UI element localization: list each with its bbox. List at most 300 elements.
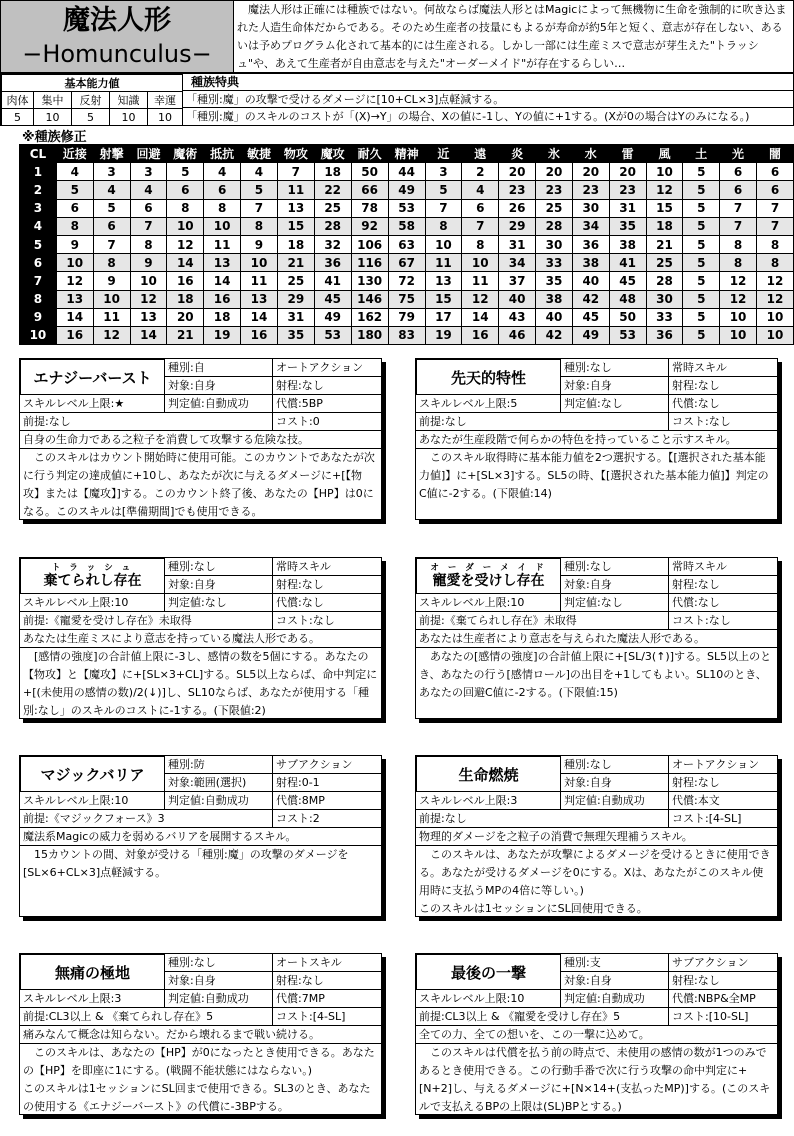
correction-cell: 25: [314, 199, 351, 217]
correction-cell: 7: [462, 217, 499, 235]
skill-timing: サブアクション: [273, 756, 381, 774]
correction-cell: 53: [388, 199, 425, 217]
skill-max-level: スキルレベル上限:3: [20, 990, 165, 1008]
skill-range: 射程:なし: [669, 972, 777, 990]
correction-cell: 4: [130, 181, 167, 199]
card-body: [415, 557, 778, 719]
skill-judge: 判定値:自動成功: [165, 792, 273, 810]
skill-flavor: 全ての力、全ての想いを、この一撃に込めて。: [416, 1026, 777, 1044]
correction-table: [19, 144, 794, 345]
correction-cell: 20: [167, 308, 204, 326]
correction-cell: 5: [683, 272, 720, 290]
correction-cell: 6: [204, 181, 241, 199]
skill-timing: 常時スキル: [273, 558, 381, 576]
correction-header: 水: [572, 145, 609, 163]
correction-cell: 21: [277, 254, 314, 272]
skill-name: 棄てられし存在: [43, 573, 142, 589]
skill-target: 対象:範囲(選択): [165, 774, 273, 792]
correction-cell: 10: [130, 272, 167, 290]
correction-cell: 19: [425, 326, 462, 344]
skill-prereq: 前提:なし: [416, 413, 669, 431]
skill-judge: 判定値:なし: [165, 594, 273, 612]
correction-cell: 180: [351, 326, 388, 344]
correction-cell: 38: [536, 290, 573, 308]
correction-cell: 4: [462, 181, 499, 199]
correction-cell: 5: [683, 217, 720, 235]
correction-cell: 41: [314, 272, 351, 290]
correction-cell: 37: [499, 272, 536, 290]
correction-cell: 40: [572, 272, 609, 290]
correction-row: [20, 290, 794, 308]
skill-effect: このスキルは、あなたが攻撃によるダメージを受けるときに使用できる。あなたが受けるダメージを0にする。Xは、あなたがこのスキル使用時に支払うMPの4倍に等しい。) このスキルは1セッションにSL回使用できる。: [419, 848, 771, 915]
skill-flavor: 痛みなんて概念は知らない。だから壊れるまで戦い続ける。: [20, 1026, 381, 1044]
correction-cell: 11: [93, 308, 130, 326]
correction-cell: 8: [462, 235, 499, 253]
skill-flavor: あなたが生産段階で何らかの特色を持っていること示すスキル。: [416, 431, 777, 449]
skill-cost: コスト:なし: [669, 413, 777, 431]
correction-cell: 23: [536, 181, 573, 199]
correction-row: [20, 254, 794, 272]
correction-cell: 8: [720, 254, 757, 272]
correction-cell: 10: [756, 326, 793, 344]
skill-price: 代償:本文: [669, 792, 777, 810]
correction-cell: 6: [56, 199, 93, 217]
skill-price: 代償:8MP: [273, 792, 381, 810]
skill-cost: コスト:なし: [669, 612, 777, 630]
correction-cell: 6: [167, 181, 204, 199]
correction-row: [20, 308, 794, 326]
correction-cell: 9: [241, 235, 278, 253]
skill-type: 種別:防: [165, 756, 273, 774]
correction-cell: 19: [204, 326, 241, 344]
correction-cell: 14: [130, 326, 167, 344]
ability-label: 幸運: [148, 92, 183, 109]
skill-card: [19, 755, 382, 917]
ability-value: 10: [34, 109, 72, 126]
correction-cell: 8: [756, 254, 793, 272]
skill-prereq: 前提:《マジックフォース》3: [20, 810, 273, 828]
skill-timing: サブアクション: [669, 954, 777, 972]
correction-cell: 18: [646, 217, 683, 235]
correction-cell: 11: [462, 272, 499, 290]
cl-cell: 1: [20, 163, 57, 181]
correction-cell: 8: [756, 235, 793, 253]
racial-features: [182, 74, 794, 125]
skill-card: [415, 358, 778, 520]
correction-cell: 10: [720, 326, 757, 344]
correction-cell: 92: [351, 217, 388, 235]
skill-card: [19, 358, 382, 520]
ability-table: [1, 74, 183, 126]
skill-prereq: 前提:《棄てられし存在》未取得: [416, 612, 669, 630]
correction-cell: 4: [93, 181, 130, 199]
correction-cell: 14: [204, 272, 241, 290]
correction-header: 魔術: [167, 145, 204, 163]
skill-flavor: 魔法系Magicの威力を弱めるバリアを展開するスキル。: [20, 828, 381, 846]
skill-max-level: スキルレベル上限:10: [416, 594, 561, 612]
skill-flavor: 自身の生命力である之粒子を消費して攻撃する危険な技。: [20, 431, 381, 449]
correction-cell: 6: [462, 199, 499, 217]
cl-cell: 3: [20, 199, 57, 217]
skill-judge: 判定値:自動成功: [165, 990, 273, 1008]
correction-cell: 6: [756, 163, 793, 181]
skill-price: 代償:なし: [669, 594, 777, 612]
skill-prereq: 前提:《寵愛を受けし存在》未取得: [20, 612, 273, 630]
correction-cell: 13: [56, 290, 93, 308]
correction-cell: 66: [351, 181, 388, 199]
correction-cell: 14: [241, 308, 278, 326]
correction-header: 抵抗: [204, 145, 241, 163]
correction-cell: 53: [314, 326, 351, 344]
correction-cell: 31: [609, 199, 646, 217]
correction-cell: 53: [609, 326, 646, 344]
ability-section: [0, 73, 794, 126]
correction-cell: 17: [425, 308, 462, 326]
correction-cell: 5: [56, 181, 93, 199]
correction-cell: 11: [241, 272, 278, 290]
cl-cell: 8: [20, 290, 57, 308]
correction-cell: 28: [536, 217, 573, 235]
correction-cell: 16: [241, 326, 278, 344]
correction-header: 近: [425, 145, 462, 163]
cl-cell: 2: [20, 181, 57, 199]
skill-cost: コスト:[10-SL]: [669, 1008, 777, 1026]
correction-cell: 20: [609, 163, 646, 181]
correction-cell: 3: [130, 163, 167, 181]
correction-cell: 10: [93, 290, 130, 308]
correction-cell: 146: [351, 290, 388, 308]
skill-price: 代償:7MP: [273, 990, 381, 1008]
correction-cell: 22: [314, 181, 351, 199]
skill-max-level: スキルレベル上限:★: [20, 395, 165, 413]
skill-card: [415, 755, 778, 917]
correction-cell: 5: [683, 326, 720, 344]
correction-cell: 25: [536, 199, 573, 217]
skill-flavor: あなたは生産ミスにより意志を持っている魔法人形である。: [20, 630, 381, 648]
correction-cell: 7: [93, 235, 130, 253]
correction-cell: 40: [536, 308, 573, 326]
correction-cell: 5: [683, 290, 720, 308]
correction-header: 闇: [756, 145, 793, 163]
racial-item: 「種別:魔」のスキルのコストが「(X)→Y」の場合、Xの値に-1し、Yの値に+1する。(Xが0の場合はYのみになる。): [182, 108, 794, 125]
correction-cell: 10: [56, 254, 93, 272]
correction-cell: 12: [646, 181, 683, 199]
correction-header: 射撃: [93, 145, 130, 163]
correction-cell: 18: [314, 163, 351, 181]
skill-judge: 判定値:なし: [561, 594, 669, 612]
cl-cell: 10: [20, 326, 57, 344]
correction-cell: 23: [572, 181, 609, 199]
skill-effect: このスキルは代償を払う前の時点で、未使用の感情の数が1つのみであるとき使用できる。この行動手番で次に行う攻撃の命中判定に+[N+2]し、与えるダメージに+[N×14+(支払ったMP)]する。(このスキルで支払えるBPの上限は(SL)BPとする。): [419, 1046, 771, 1113]
correction-cell: 7: [756, 199, 793, 217]
correction-cell: 10: [720, 308, 757, 326]
skill-timing: 常時スキル: [669, 558, 777, 576]
correction-cell: 46: [499, 326, 536, 344]
skill-price: 代償:なし: [669, 395, 777, 413]
skill-timing: オートスキル: [273, 954, 381, 972]
skill-prereq: 前提:なし: [20, 413, 273, 431]
skill-type: 種別:なし: [561, 756, 669, 774]
skill-prereq: 前提:CL3以上 & 《棄てられし存在》5: [20, 1008, 273, 1026]
skill-card: [19, 953, 382, 1115]
skill-cost: コスト:[4-SL]: [273, 1008, 381, 1026]
ability-value: 10: [110, 109, 148, 126]
skill-judge: 判定値:自動成功: [165, 395, 273, 413]
correction-cell: 106: [351, 235, 388, 253]
correction-cell: 63: [388, 235, 425, 253]
skill-target: 対象:自身: [165, 972, 273, 990]
correction-cell: 5: [683, 254, 720, 272]
skill-type: 種別:自: [165, 359, 273, 377]
correction-row: [20, 272, 794, 290]
correction-cell: 23: [499, 181, 536, 199]
correction-cell: 5: [683, 235, 720, 253]
correction-header: 回避: [130, 145, 167, 163]
skill-prereq: 前提:CL3以上 & 《寵愛を受けし存在》5: [416, 1008, 669, 1026]
correction-cell: 35: [536, 272, 573, 290]
correction-cell: 23: [609, 181, 646, 199]
skill-name: 生命燃焼: [458, 765, 519, 784]
correction-cell: 18: [167, 290, 204, 308]
correction-cell: 7: [241, 199, 278, 217]
skill-prereq: 前提:なし: [416, 810, 669, 828]
cl-cell: 9: [20, 308, 57, 326]
skill-card: [415, 557, 778, 719]
correction-cell: 12: [93, 326, 130, 344]
skill-range: 射程:なし: [669, 377, 777, 395]
skill-price: 代償:5BP: [273, 395, 381, 413]
correction-cell: 14: [462, 308, 499, 326]
skill-range: 射程:なし: [273, 576, 381, 594]
correction-cell: 5: [241, 181, 278, 199]
skill-range: 射程:なし: [669, 576, 777, 594]
skill-target: 対象:自身: [561, 774, 669, 792]
correction-cell: 31: [277, 308, 314, 326]
skill-judge: 判定値:自動成功: [561, 792, 669, 810]
correction-cell: 26: [499, 199, 536, 217]
correction-cell: 10: [425, 235, 462, 253]
correction-cell: 50: [351, 163, 388, 181]
race-title: 魔法人形: [63, 5, 171, 36]
ability-label: 集中: [34, 92, 72, 109]
cl-cell: 5: [20, 235, 57, 253]
skill-target: 対象:自身: [561, 972, 669, 990]
correction-cell: 5: [683, 181, 720, 199]
correction-cell: 130: [351, 272, 388, 290]
correction-cell: 14: [167, 254, 204, 272]
correction-header: CL: [20, 145, 57, 163]
correction-cell: 8: [93, 254, 130, 272]
correction-cell: 5: [683, 163, 720, 181]
correction-cell: 35: [277, 326, 314, 344]
skill-ruby: ト ラ ッ シ ュ: [51, 563, 134, 573]
correction-cell: 13: [241, 290, 278, 308]
correction-cell: 5: [167, 163, 204, 181]
correction-cell: 40: [499, 290, 536, 308]
correction-cell: 31: [499, 235, 536, 253]
skill-timing: オートアクション: [669, 756, 777, 774]
correction-cell: 28: [646, 272, 683, 290]
correction-cell: 12: [756, 290, 793, 308]
correction-cell: 45: [609, 272, 646, 290]
correction-cell: 7: [130, 217, 167, 235]
skill-name: 無痛の極地: [54, 963, 130, 982]
correction-cell: 29: [277, 290, 314, 308]
correction-cell: 48: [609, 290, 646, 308]
correction-header: 土: [683, 145, 720, 163]
correction-cell: 10: [646, 163, 683, 181]
correction-cell: 10: [241, 254, 278, 272]
correction-cell: 36: [572, 235, 609, 253]
skill-max-level: スキルレベル上限:10: [416, 990, 561, 1008]
skill-name-box: [416, 756, 561, 792]
correction-cell: 50: [609, 308, 646, 326]
correction-cell: 16: [462, 326, 499, 344]
ability-label: 反射: [72, 92, 110, 109]
correction-cell: 36: [314, 254, 351, 272]
skill-judge: 判定値:自動成功: [561, 990, 669, 1008]
skill-max-level: スキルレベル上限:10: [20, 792, 165, 810]
correction-cell: 8: [130, 235, 167, 253]
correction-cell: 2: [462, 163, 499, 181]
correction-cell: 3: [425, 163, 462, 181]
card-body: [19, 953, 382, 1115]
skill-timing: 常時スキル: [669, 359, 777, 377]
skill-name-box: [416, 954, 561, 990]
skill-target: 対象:自身: [561, 377, 669, 395]
racial-item: 「種別:魔」の攻撃で受けるダメージに[10+CL×3]点軽減する。: [182, 91, 794, 108]
ability-value: 5: [72, 109, 110, 126]
correction-cell: 4: [56, 163, 93, 181]
ability-value: 10: [148, 109, 183, 126]
skill-range: 射程:なし: [273, 972, 381, 990]
card-body: [415, 358, 778, 520]
race-subtitle: −Homunculus−: [22, 40, 212, 68]
correction-cell: 9: [130, 254, 167, 272]
skill-ruby: オ ー ダ ー メ イ ド: [430, 563, 547, 573]
correction-cell: 30: [536, 235, 573, 253]
racial-header: 種族特典: [182, 74, 794, 91]
correction-cell: 21: [167, 326, 204, 344]
correction-cell: 116: [351, 254, 388, 272]
skill-effect: あなたの[感情の強度]の合計値上限に+[SL/3(↑)]する。SL5以上のとき、あなたの行う[感情ロール]の出目を+1してもよい。SL10のとき、あなたの回避C値に-2する。(下限値:15): [419, 650, 772, 699]
correction-cell: 13: [277, 199, 314, 217]
cl-cell: 4: [20, 217, 57, 235]
skill-name: 先天的特性: [450, 368, 526, 387]
skill-name-box: [20, 558, 165, 594]
skill-price: 代償:なし: [273, 594, 381, 612]
correction-cell: 10: [204, 217, 241, 235]
correction-cell: 9: [56, 235, 93, 253]
correction-cell: 7: [720, 199, 757, 217]
skill-effect: [感情の強度]の合計値上限に-3し、感情の数を5個にする。あなたの【物攻】と【魔攻】に+[SL×3+CL]する。SL5以上ならば、命中判定に+[(未使用の感情の数)/2(↓)]し、SL10ならば、あなたが使用する「種別:なし」のスキルのコストに-1する。(下限値:2): [23, 650, 378, 717]
correction-cell: 33: [646, 308, 683, 326]
correction-cell: 20: [499, 163, 536, 181]
correction-header: 光: [720, 145, 757, 163]
skill-name-box: [416, 359, 561, 395]
correction-cell: 7: [277, 163, 314, 181]
correction-header: 氷: [536, 145, 573, 163]
skill-cost: コスト:[4-SL]: [669, 810, 777, 828]
correction-cell: 8: [720, 235, 757, 253]
correction-cell: 10: [167, 217, 204, 235]
card-body: [415, 953, 778, 1115]
skill-target: 対象:自身: [165, 377, 273, 395]
correction-cell: 12: [167, 235, 204, 253]
correction-cell: 41: [609, 254, 646, 272]
skill-name: 寵愛を受けし存在: [432, 573, 545, 589]
skill-target: 対象:自身: [561, 576, 669, 594]
skill-name: マジックバリア: [40, 765, 145, 784]
skill-name-box: [416, 558, 561, 594]
skill-type: 種別:なし: [561, 359, 669, 377]
ability-label: 肉体: [2, 92, 34, 109]
correction-cell: 35: [609, 217, 646, 235]
skill-price: 代償:NBP&全MP: [669, 990, 777, 1008]
correction-cell: 6: [720, 163, 757, 181]
skill-range: 射程:0-1: [273, 774, 381, 792]
correction-row: [20, 199, 794, 217]
skill-max-level: スキルレベル上限:5: [416, 395, 561, 413]
correction-cell: 18: [204, 308, 241, 326]
skill-name-box: [20, 954, 165, 990]
correction-cell: 83: [388, 326, 425, 344]
correction-cell: 4: [204, 163, 241, 181]
correction-cell: 13: [204, 254, 241, 272]
skill-effect: このスキル取得時に基本能力値を2つ選択する。【[選択された基本能力値]】に+[SL×3]する。SL5の時、【[選択された基本能力値]】判定のC値に-2する。(下限値:14): [419, 451, 769, 500]
correction-cell: 42: [536, 326, 573, 344]
correction-cell: 3: [93, 163, 130, 181]
skill-max-level: スキルレベル上限:3: [416, 792, 561, 810]
skill-name: 最後の一撃: [450, 963, 526, 982]
correction-cell: 67: [388, 254, 425, 272]
header: [0, 0, 794, 73]
skill-type: 種別:なし: [561, 558, 669, 576]
skill-effect: 15カウントの間、対象が受ける「種別:魔」の攻撃のダメージを[SL×6+CL×3]点軽減する。: [23, 848, 349, 879]
skill-card: [19, 557, 382, 719]
correction-cell: 38: [609, 235, 646, 253]
skill-name: エナジーバースト: [33, 368, 152, 387]
correction-header: 精神: [388, 145, 425, 163]
correction-cell: 58: [388, 217, 425, 235]
correction-cell: 20: [536, 163, 573, 181]
card-body: [19, 358, 382, 520]
correction-cell: 21: [646, 235, 683, 253]
race-description: 魔法人形は正確には種族ではない。何故ならば魔法人形とはMagicによって無機物に生命を強制的に吹き込まれた人造生命体だからである。そのため生産者の技量にもよるが寿命が約5年と短く、意志が存在しない、あるいは予めプログラム化されて基本的には生産される。しかし一部には生産ミスで意志が芽生えた"トラッシュ"や、あえて生産者が自由意志を与えた"オーダーメイド"が存在するらしい…: [234, 0, 794, 73]
correction-header: 炎: [499, 145, 536, 163]
skill-cost: コスト:2: [273, 810, 381, 828]
correction-cell: 6: [93, 217, 130, 235]
ability-label: 知識: [110, 92, 148, 109]
correction-cell: 11: [425, 254, 462, 272]
skill-card: [415, 953, 778, 1115]
correction-cell: 8: [425, 217, 462, 235]
correction-cell: 49: [314, 308, 351, 326]
skill-range: 射程:なし: [273, 377, 381, 395]
skill-effect: このスキルはカウント開始時に使用可能。このカウントであなたが次に行う判定の達成値に+10し、あなたが次に与えるダメージに+[【物攻】または【魔攻】]する。このカウント終了後、あなたの【HP】は0になる。このスキルは[準備期間]でも使用できる。: [23, 451, 375, 518]
correction-cell: 7: [720, 217, 757, 235]
correction-cell: 45: [572, 308, 609, 326]
correction-cell: 49: [572, 326, 609, 344]
skill-timing: オートアクション: [273, 359, 381, 377]
correction-cell: 45: [314, 290, 351, 308]
correction-cell: 6: [756, 181, 793, 199]
correction-cell: 6: [130, 199, 167, 217]
correction-label: ※種族修正: [22, 130, 87, 145]
correction-cell: 32: [314, 235, 351, 253]
correction-cell: 12: [756, 272, 793, 290]
correction-cell: 9: [93, 272, 130, 290]
